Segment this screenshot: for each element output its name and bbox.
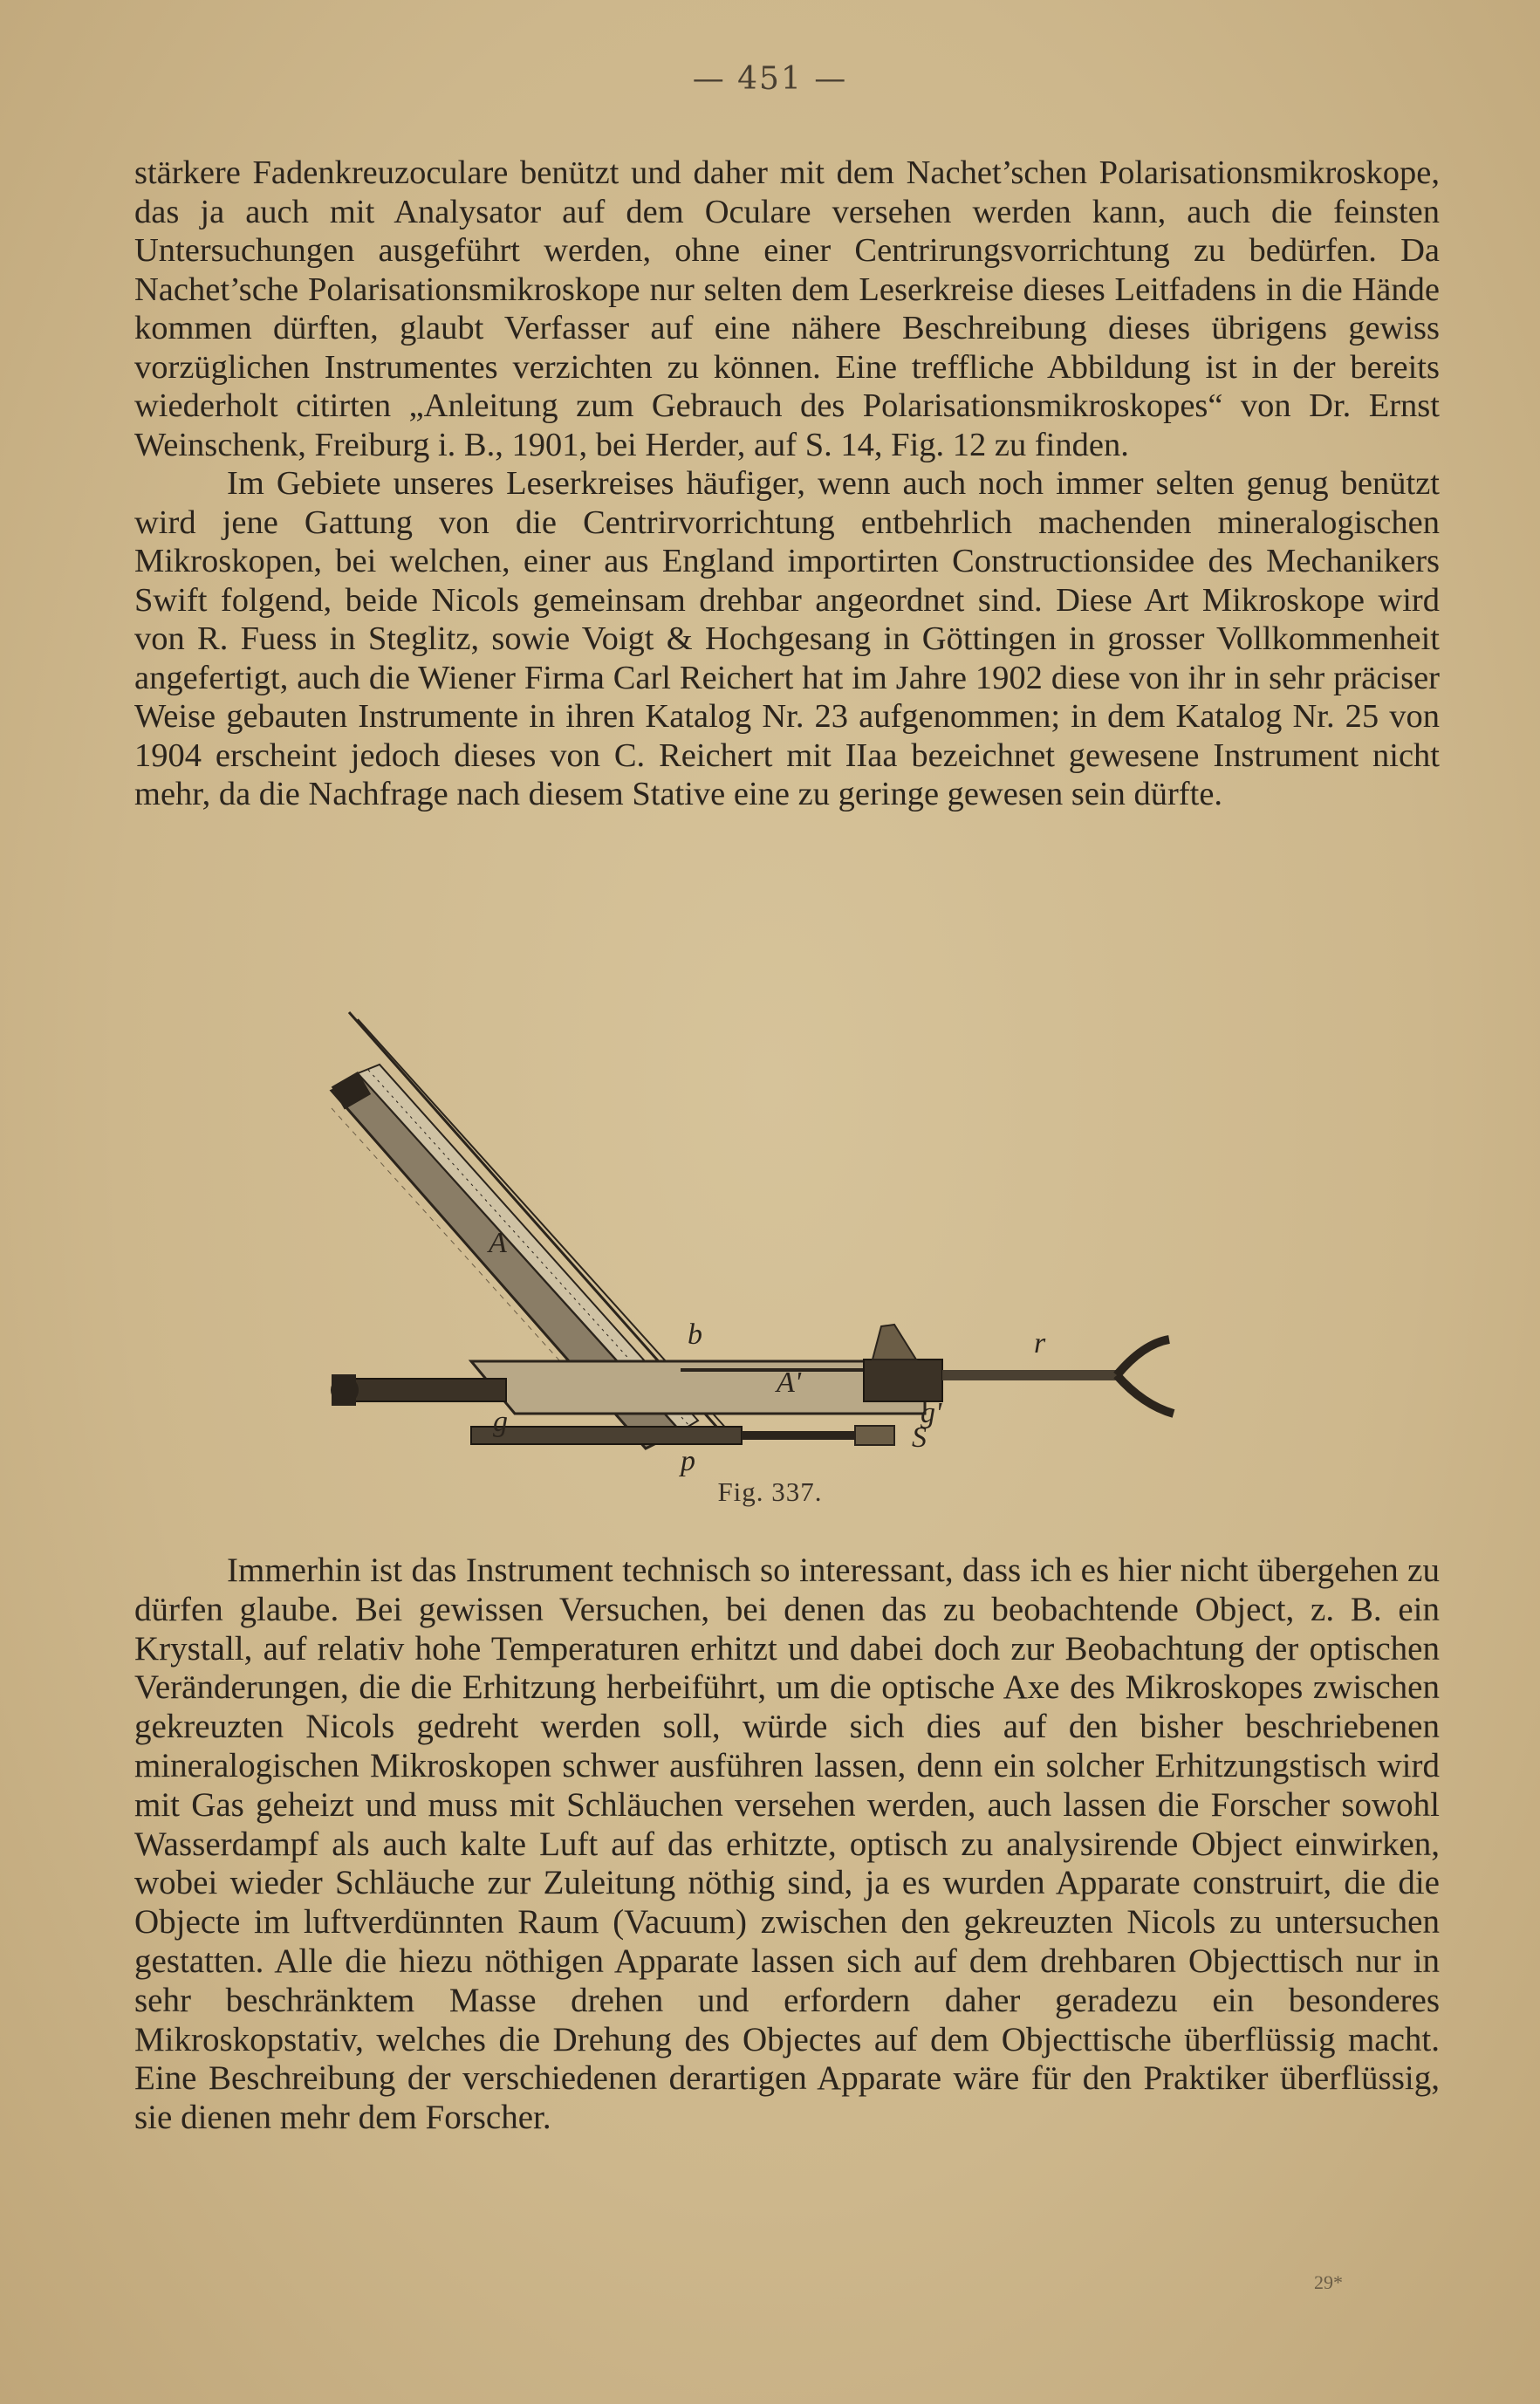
rod-fork (1117, 1339, 1174, 1414)
label-b: b (688, 1318, 702, 1351)
rod (942, 1370, 1117, 1380)
paragraph-2: Im Gebiete unseres Leserkreises häufiger, wenn auch noch immer selten genug benützt wird jene Gattung von die Centrirvorrichtung entbehrlich machenden mineralogischen Mikroskopen, bei welchen, einer aus England importirten Constructionsidee des Mechanikers Swift folgend, beide Nicols gemeinsam drehbar angeordnet sind. Diese Art Mikroskope wird von R. Fuess in Steglitz, sowie Voigt & Hochgesang in Göttingen in grosser Vollkommenheit angefertigt, auch die Wiener Firma Carl Reichert hat im Jahre 1902 diese von ihr in sehr präciser Weise gebauten Instrumente in ihren Katalog Nr. 23 aufgenommen; in dem Katalog Nr. 25 von 1904 erscheint jedoch dieses von C. Reichert mit IIaa bezeichnet gewesene Instrument nicht mehr, da die Nachfrage nach diesem Stative eine zu geringe gewesen sein dürfte. (134, 465, 1440, 812)
label-g-prime: g' (921, 1397, 942, 1429)
label-p: p (681, 1445, 695, 1477)
label-r: r (1034, 1327, 1046, 1360)
page-number: — 451 — (692, 61, 848, 97)
bottom-slide (471, 1427, 742, 1444)
figure-337-illustration (314, 995, 1274, 1518)
signature-mark: 29* (1314, 2271, 1343, 2293)
label-A: A (489, 1227, 507, 1259)
figure-caption: Fig. 337. (717, 1476, 823, 1507)
label-g: g (493, 1406, 508, 1438)
microscope-stage-drawing (314, 995, 1274, 1518)
upper-text-block (134, 154, 1440, 814)
lower-text-block (134, 1551, 1440, 2138)
right-tube (864, 1360, 942, 1401)
paragraph-3: Immerhin ist das Instrument technisch so interessant, dass ich es hier nicht übergehen zu dürfen glaube. Bei gewissen Versuchen, bei denen das zu beobachtende Object, z. B. ein Krystall, auf relativ hohe Temperaturen erhitzt und dabei doch zur Beobachtung der optischen Veränderungen, die die Erhitzung herbeiführt, um die optische Axe des Mikroskopes zwischen gekreuzten Nicols gedreht werden soll, würde sich dies auf den bisher beschriebenen mineralogischen Mikroskopen schwer ausführen lassen, denn ein solcher Erhitzungstisch wird mit Gas geheizt und muss mit Schläuchen versehen werden, auch lassen die Forscher sowohl Wasserdampf als auch kalte Luft auf das erhitzte, optisch zu analysirende Object einwirken, wobei wieder Schläuche zur Zuleitung nöthig sind, ja es wurden Apparate construirt, die die Objecte im luftverdünnten Raum (Vacuum) zwischen den gekreuzten Nicols zu untersuchen gestatten. Alle die hiezu nöthigen Apparate lassen sich auf dem drehbaren Objecttisch nur in sehr beschränktem Masse drehen und erfordern daher geradezu ein besonderes Mikroskopstativ, welches die Drehung des Objectes auf dem Objecttische überflüssig macht. Eine Beschreibung der verschiedenen derartigen Apparate wäre für den Praktiker überflüssig, sie dienen mehr dem Forscher. (134, 1551, 1440, 2137)
paragraph-1: stärkere Fadenkreuzoculare benützt und daher mit dem Nachet’schen Polarisationsmikroskope, das ja auch mit Analysator auf dem Oculare versehen werden kann, auch die feinsten Untersuchungen ausgeführt werden, ohne einer Centrirungsvorrichtung zu bedürfen. Da Nachet’sche Polarisationsmikroskope nur selten dem Leserkreise dieses Leitfadens in die Hände kommen dürften, glaubt Verfasser auf eine nähere Beschreibung dieses übrigens gewiss vorzüglichen Instrumentes verzichten zu können. Eine treffliche Abbildung ist in der bereits wiederholt citirten „Anleitung zum Gebrauch des Polarisationsmikroskopes“ von Dr. Ernst Weinschenk, Freiburg i. B., 1901, bei Herder, auf S. 14, Fig. 12 zu finden. (134, 154, 1440, 463)
label-A-prime: A' (777, 1366, 802, 1399)
label-S: S (912, 1421, 927, 1454)
left-tube (349, 1379, 506, 1401)
